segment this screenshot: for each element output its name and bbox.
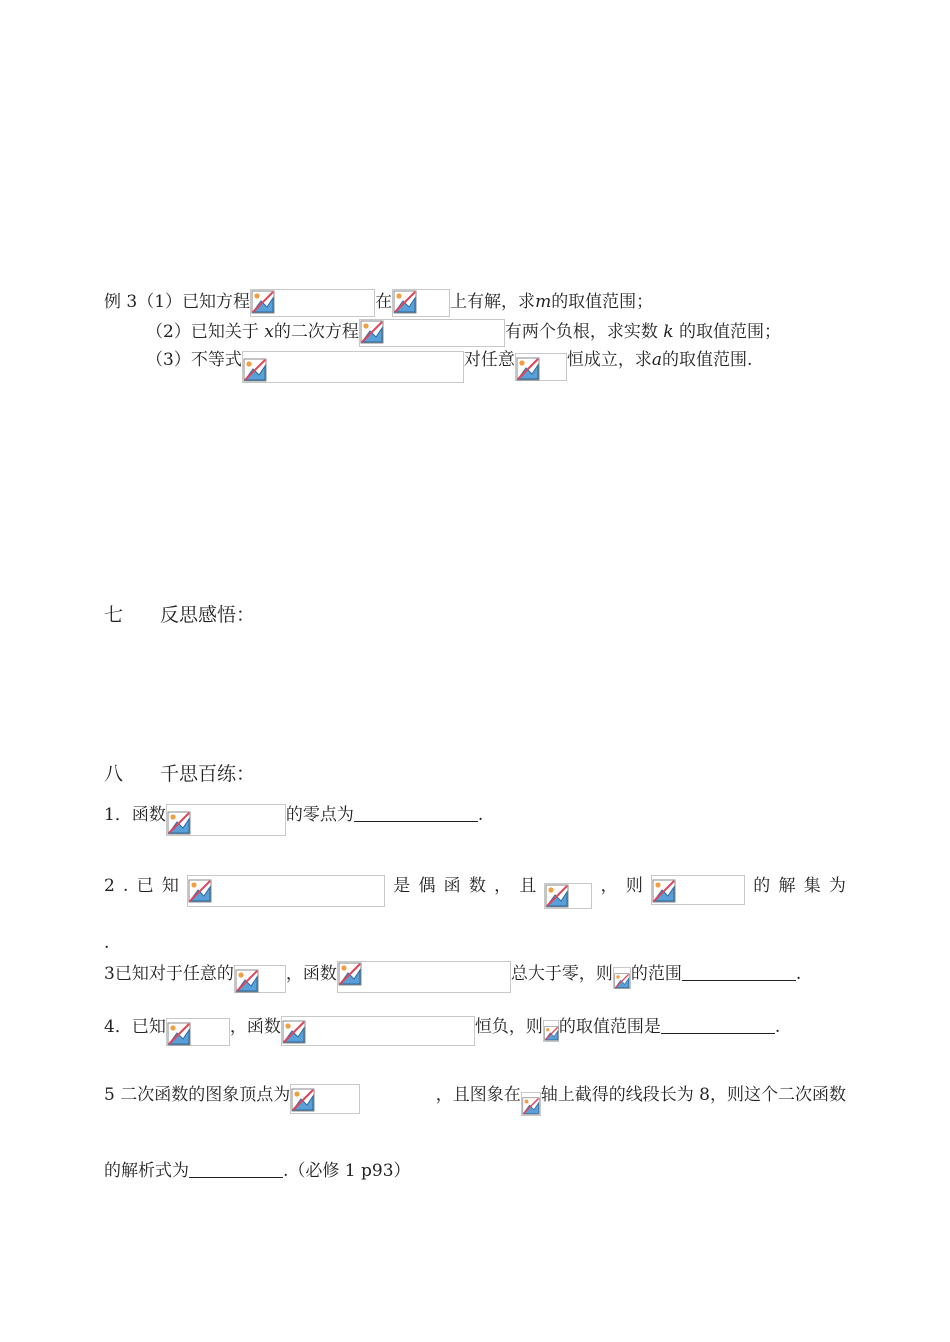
section-8-number: 八 [104, 763, 124, 785]
formula-image-q1-function [166, 804, 286, 836]
formula-image-q4-function [281, 1016, 475, 1046]
example3-label: 例 3 [104, 292, 138, 312]
example3-part3: （3）不等式 对任意 恒成立，求a的取值范围. [146, 349, 752, 383]
formula-image-q2-function [187, 875, 385, 907]
formula-image-q3-domain [234, 965, 286, 993]
broken-image-icon [393, 290, 417, 314]
exercise-2: 2 . 已 知 是 偶 函 数 ， 且 ， 则 的 解 集 为 [104, 875, 846, 909]
broken-image-icon [243, 358, 267, 382]
broken-image-icon [167, 1022, 191, 1046]
broken-image-icon [545, 884, 569, 908]
broken-image-icon [188, 879, 212, 903]
broken-image-icon [516, 357, 540, 381]
formula-image-q4-variable [543, 1020, 559, 1042]
formula-image-q5-axis [521, 1092, 541, 1116]
section-7-heading [104, 603, 255, 627]
broken-image-icon [360, 320, 384, 344]
formula-image-q4-condition [166, 1018, 230, 1046]
broken-image-icon [614, 973, 630, 989]
example3-part1: 例 3（1）已知方程 在 上有解，求m的取值范围； [104, 289, 653, 317]
section-8-title: 千思百练： [160, 763, 256, 785]
section-7-number: 七 [104, 604, 124, 626]
broken-image-icon [652, 879, 676, 903]
broken-image-icon [282, 1020, 306, 1044]
answer-blank-q4[interactable] [661, 1019, 775, 1034]
answer-blank-q3[interactable] [682, 966, 796, 981]
formula-image-q2-inequality [651, 875, 745, 905]
formula-image-q5-vertex [290, 1084, 360, 1114]
answer-blank-q1[interactable] [354, 807, 478, 822]
formula-image-inequality [242, 351, 464, 383]
example3-part2: （2）已知关于 x的二次方程 有两个负根，求实数 k 的取值范围； [146, 319, 781, 347]
section-7-title: 反思感悟： [160, 604, 256, 626]
exercise-3: 3已知对于任意的 ，函数 总大于零，则 的范围 . [104, 961, 801, 993]
formula-image-q2-condition [544, 883, 592, 909]
broken-image-icon [522, 1097, 540, 1115]
formula-image-equation [250, 289, 375, 317]
formula-image-q3-function [337, 961, 511, 993]
broken-image-icon [338, 962, 362, 986]
broken-image-icon [235, 969, 259, 993]
formula-image-interval [392, 289, 450, 317]
broken-image-icon [544, 1026, 559, 1041]
exercise-5: 5 二次函数的图象顶点为 ，且图象在 轴上截得的线段长为 8，则这个二次函数 [104, 1084, 846, 1116]
broken-image-icon [167, 811, 191, 835]
answer-blank-q5[interactable] [189, 1163, 283, 1178]
formula-image-domain [515, 353, 567, 381]
section-8-heading [104, 762, 255, 786]
broken-image-icon [251, 290, 275, 314]
formula-image-q3-variable [613, 967, 631, 989]
exercise-4: 4．已知 ，函数 恒负，则 的取值范围是 . [104, 1016, 780, 1046]
broken-image-icon [291, 1088, 315, 1112]
exercise-5-continued: 的解析式为 .（必修 1 p93） [104, 1161, 411, 1181]
exercise-2-end: . [104, 933, 110, 953]
exercise-1: 1．函数 的零点为 . [104, 804, 483, 836]
formula-image-quadratic [359, 319, 505, 347]
